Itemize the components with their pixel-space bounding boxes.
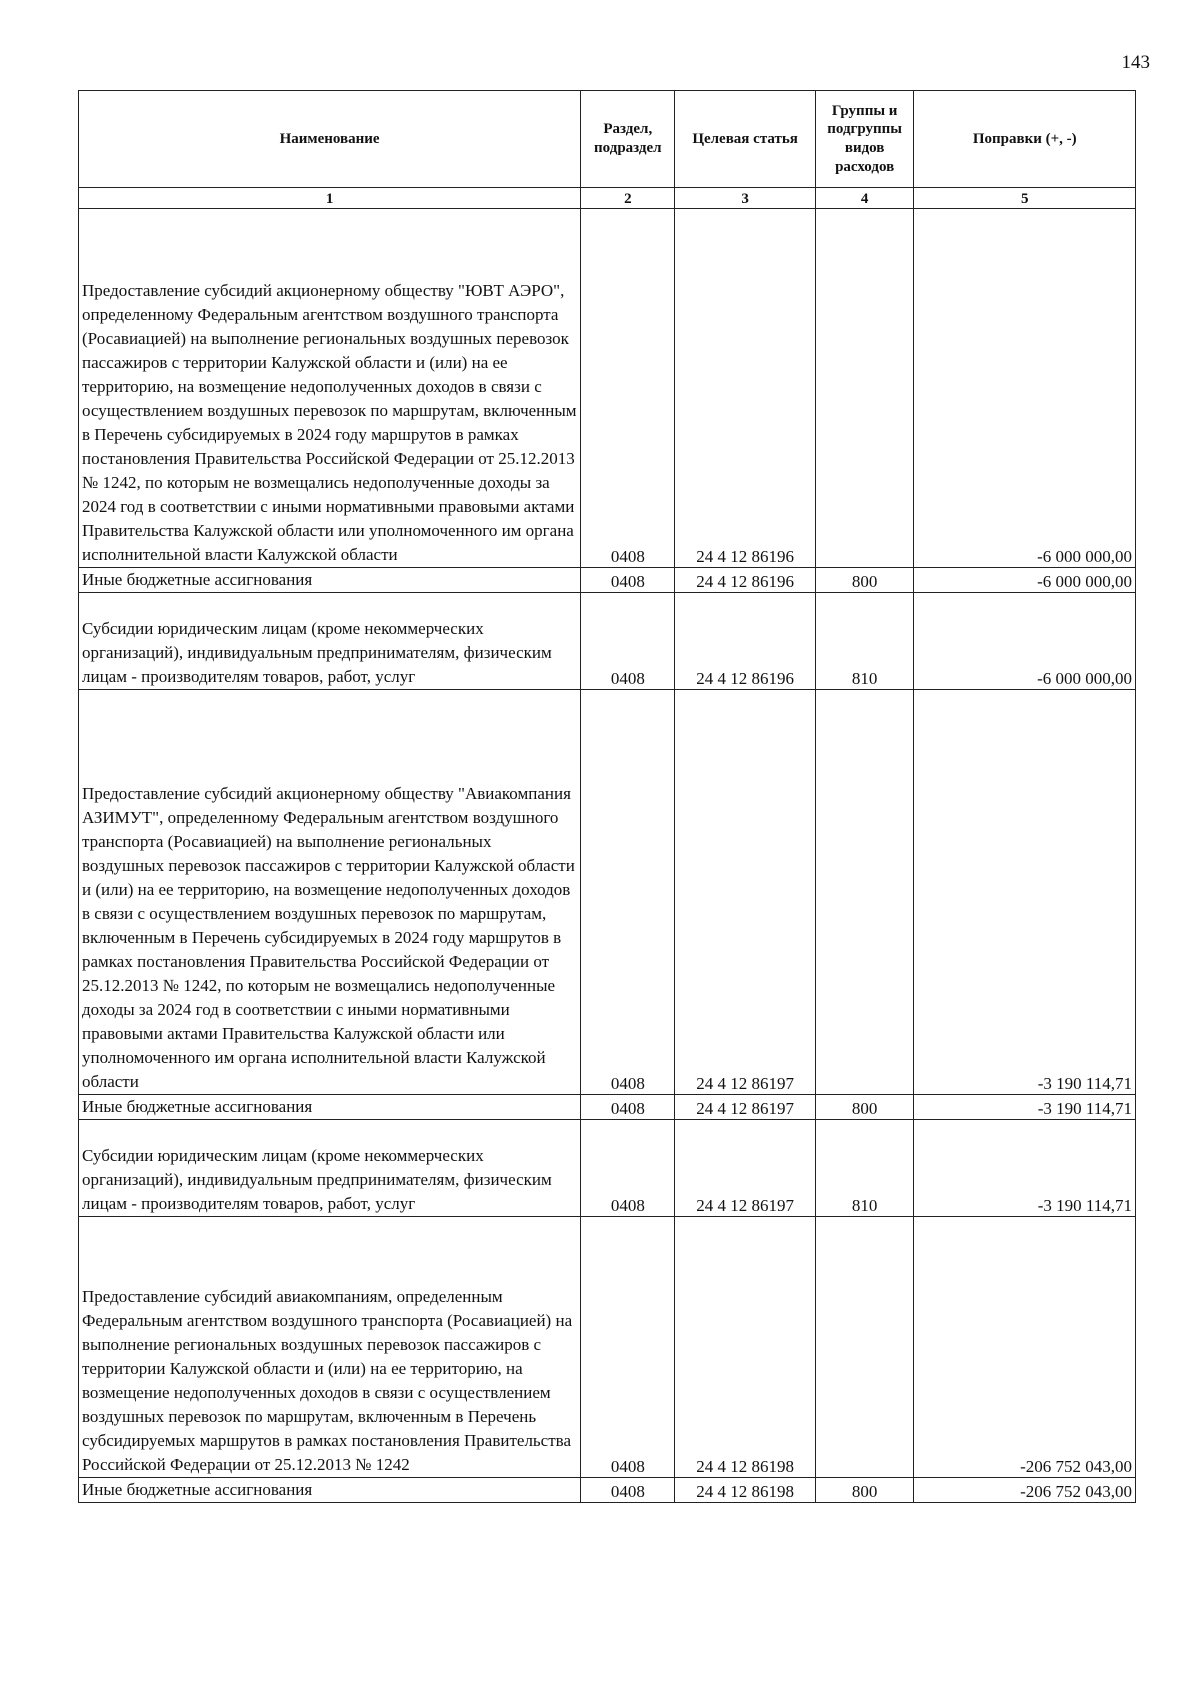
column-number: 1	[79, 188, 581, 209]
table-row	[79, 1478, 1136, 1503]
row-amount: -3 190 114,71	[914, 690, 1136, 1095]
column-number: 4	[815, 188, 914, 209]
row-amount: -3 190 114,71	[914, 1120, 1136, 1217]
header-section: Раздел, подраздел	[581, 91, 675, 188]
row-section: 0408	[581, 1095, 675, 1120]
row-name: Субсидии юридическим лицам (кроме некоммерческих организаций), индивидуальным предпринимателям, физическим лицам - производителям товаров, работ, услуг	[79, 593, 581, 690]
row-target: 24 4 12 86198	[675, 1217, 815, 1478]
row-amount: -6 000 000,00	[914, 593, 1136, 690]
row-section: 0408	[581, 690, 675, 1095]
row-name: Субсидии юридическим лицам (кроме некоммерческих организаций), индивидуальным предпринимателям, физическим лицам - производителям товаров, работ, услуг	[79, 1120, 581, 1217]
table-row	[79, 1120, 1136, 1217]
row-target: 24 4 12 86196	[675, 209, 815, 568]
row-amount: -206 752 043,00	[914, 1217, 1136, 1478]
table-row	[79, 1095, 1136, 1120]
row-section: 0408	[581, 1217, 675, 1478]
header-changes: Поправки (+, -)	[914, 91, 1136, 188]
row-amount: -6 000 000,00	[914, 568, 1136, 593]
row-group: 810	[815, 1120, 914, 1217]
row-name: Иные бюджетные ассигнования	[79, 568, 581, 593]
row-section: 0408	[581, 209, 675, 568]
row-name: Предоставление субсидий авиакомпаниям, определенным Федеральным агентством воздушного транспорта (Росавиацией) на выполнение региональных воздушных перевозок пассажиров с территории Калужской области и (или) на ее территорию, на возмещение недополученных доходов в связи с осуществлением воздушных перевозок по маршрутам, включенным в Перечень субсидируемых маршрутов в рамках постановления Правительства Российской Федерации от 25.12.2013 № 1242	[79, 1217, 581, 1478]
row-target: 24 4 12 86198	[675, 1478, 815, 1503]
row-target: 24 4 12 86196	[675, 593, 815, 690]
header-target: Целевая статья	[675, 91, 815, 188]
table-row	[79, 209, 1136, 568]
row-group	[815, 209, 914, 568]
row-target: 24 4 12 86196	[675, 568, 815, 593]
row-group: 800	[815, 568, 914, 593]
header-name: Наименование	[79, 91, 581, 188]
row-section: 0408	[581, 1120, 675, 1217]
column-number: 5	[914, 188, 1136, 209]
row-group: 800	[815, 1095, 914, 1120]
column-number: 3	[675, 188, 815, 209]
row-group	[815, 690, 914, 1095]
header-row	[79, 91, 1136, 188]
row-section: 0408	[581, 593, 675, 690]
row-amount: -3 190 114,71	[914, 1095, 1136, 1120]
budget-table	[78, 90, 1136, 1503]
table-row	[79, 568, 1136, 593]
row-amount: -6 000 000,00	[914, 209, 1136, 568]
row-name: Иные бюджетные ассигнования	[79, 1095, 581, 1120]
row-section: 0408	[581, 568, 675, 593]
table-row	[79, 690, 1136, 1095]
table-row	[79, 1217, 1136, 1478]
table-row	[79, 593, 1136, 690]
row-group: 800	[815, 1478, 914, 1503]
row-target: 24 4 12 86197	[675, 1120, 815, 1217]
row-target: 24 4 12 86197	[675, 690, 815, 1095]
row-group	[815, 1217, 914, 1478]
row-amount: -206 752 043,00	[914, 1478, 1136, 1503]
row-target: 24 4 12 86197	[675, 1095, 815, 1120]
header-groups: Группы и подгруппы видов расходов	[815, 91, 914, 188]
row-name: Предоставление субсидий акционерному обществу "ЮВТ АЭРО", определенному Федеральным агентством воздушного транспорта (Росавиацией) на выполнение региональных воздушных перевозок пассажиров с территории Калужской области и (или) на ее территорию, на возмещение недополученных доходов в связи с осуществлением воздушных перевозок по маршрутам, включенным в Перечень субсидируемых в 2024 году маршрутов в рамках постановления Правительства Российской Федерации от 25.12.2013 № 1242, по которым не возмещались недополученные доходы за 2024 год в соответствии с иными нормативными правовыми актами Правительства Калужской области или уполномоченного им органа исполнительной власти Калужской области	[79, 209, 581, 568]
row-name: Предоставление субсидий акционерному обществу "Авиакомпания АЗИМУТ", определенному Федеральным агентством воздушного транспорта (Росавиацией) на выполнение региональных воздушных перевозок пассажиров с территории Калужской области и (или) на ее территорию, на возмещение недополученных доходов в связи с осуществлением воздушных перевозок по маршрутам, включенным в Перечень субсидируемых в 2024 году маршрутов в рамках постановления Правительства Российской Федерации от 25.12.2013 № 1242, по которым не возмещались недополученные доходы за 2024 год в соответствии с иными нормативными правовыми актами Правительства Калужской области или уполномоченного им органа исполнительной власти Калужской области	[79, 690, 581, 1095]
row-name: Иные бюджетные ассигнования	[79, 1478, 581, 1503]
page-number: 143	[1121, 52, 1150, 73]
column-number-row	[79, 188, 1136, 209]
row-group: 810	[815, 593, 914, 690]
row-section: 0408	[581, 1478, 675, 1503]
column-number: 2	[581, 188, 675, 209]
